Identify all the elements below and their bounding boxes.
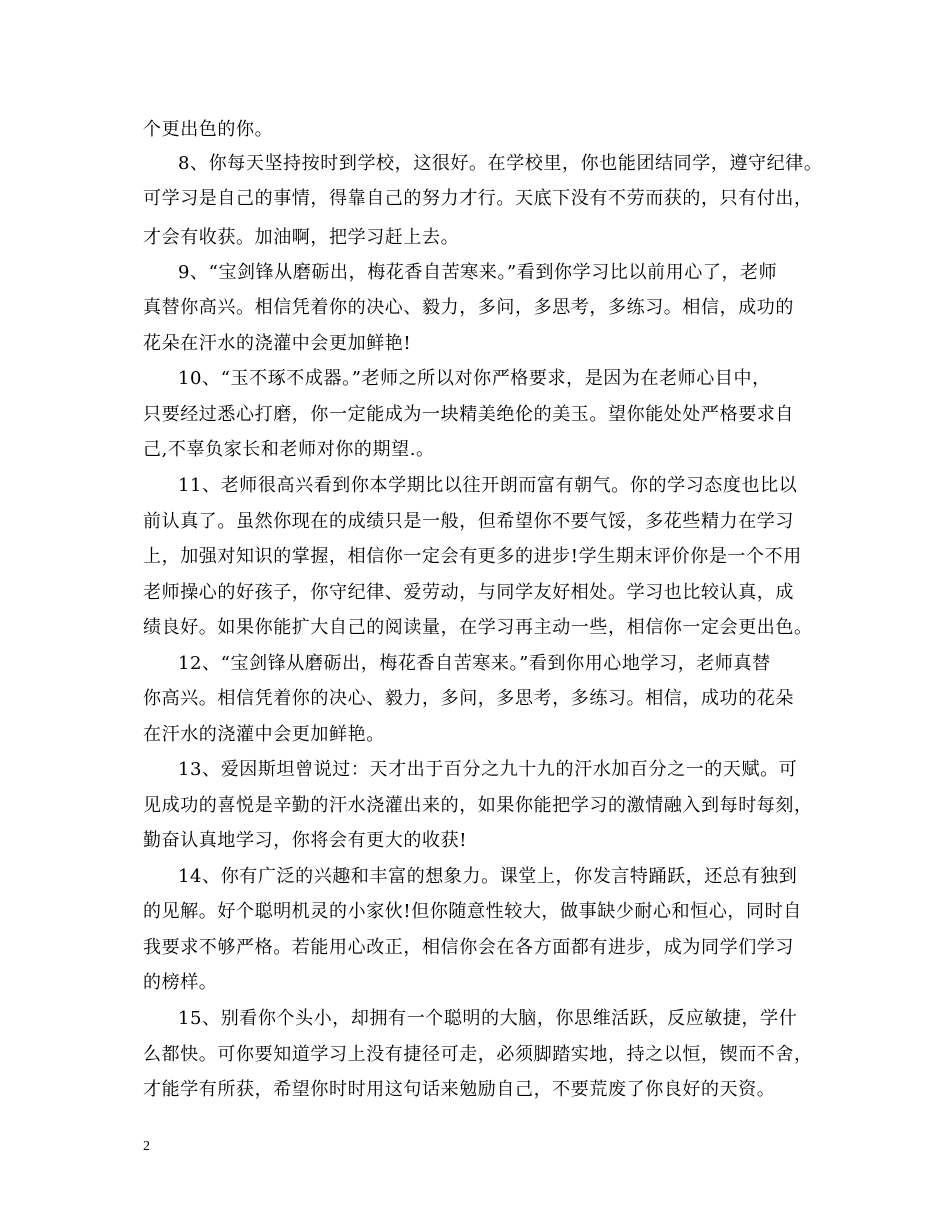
text-line: 绩良好。如果你能扩大自己的阅读量，在学习再主动一些，相信你一定会更出色。 bbox=[143, 617, 813, 638]
text-line: 的榜样。 bbox=[143, 972, 218, 993]
page-number: 2 bbox=[143, 1139, 150, 1154]
text-line: 13、爱因斯坦曾说过：天才出于百分之九十九的汗水加百分之一的天赋。可 bbox=[178, 759, 798, 780]
text-line: 前认真了。虽然你现在的成绩只是一般，但希望你不要气馁，多花些精力在学习 bbox=[143, 511, 794, 532]
text-line: 真替你高兴。相信凭着你的决心、毅力，多问，多思考，多练习。相信，成功的 bbox=[143, 297, 794, 318]
text-line: 勤奋认真地学习，你将会有更大的收获! bbox=[143, 830, 468, 851]
text-line: 10、“玉不琢不成器。”老师之所以对你严格要求，是因为在老师心目中， bbox=[178, 368, 771, 389]
text-line: 上，加强对知识的掌握，相信你一定会有更多的进步!学生期末评价你是一个不用 bbox=[143, 546, 802, 567]
text-line: 11、老师很高兴看到你本学期比以往开朗而富有朝气。你的学习态度也比以 bbox=[178, 475, 798, 496]
text-line: 9、“宝剑锋从磨砺出，梅花香自苦寒来。”看到你学习比以前用心了，老师 bbox=[178, 262, 778, 283]
text-line: 见成功的喜悦是辛勤的汗水浇灌出来的，如果你能把学习的激情融入到每时每刻， bbox=[143, 795, 813, 816]
text-line: 我要求不够严格。若能用心改正，相信你会在各方面都有进步，成为同学们学习 bbox=[143, 937, 794, 958]
text-line: 15、别看你个头小，却拥有一个聪明的大脑，你思维活跃，反应敏捷，学什 bbox=[178, 1008, 798, 1029]
text-line: 老师操心的好孩子，你守纪律、爱劳动，与同学友好相处。学习也比较认真，成 bbox=[143, 582, 794, 603]
text-line: 可学习是自己的事情，得靠自己的努力才行。天底下没有不劳而获的，只有付出， bbox=[143, 188, 813, 209]
text-line: 在汗水的浇灌中会更加鲜艳。 bbox=[143, 724, 385, 745]
text-line: 个更出色的你。 bbox=[143, 119, 274, 140]
text-line: 12、“宝剑锋从磨砺出，梅花香自苦寒来。”看到你用心地学习，老师真替 bbox=[178, 653, 771, 674]
text-line: 么都快。可你要知道学习上没有捷径可走，必须脚踏实地，持之以恒，锲而不舍， bbox=[143, 1044, 813, 1065]
text-line: 才能学有所获，希望你时时用这句话来勉励自己，不要荒废了你良好的天资。 bbox=[143, 1079, 776, 1100]
text-line: 己,不辜负家长和老师对你的期望.。 bbox=[143, 439, 435, 460]
text-line: 你高兴。相信凭着你的决心、毅力，多问，多思考，多练习。相信，成功的花朵 bbox=[143, 688, 794, 709]
text-line: 14、你有广泛的兴趣和丰富的想象力。课堂上，你发言特踊跃，还总有独到 bbox=[178, 866, 798, 887]
text-line: 花朵在汗水的浇灌中会更加鲜艳! bbox=[143, 333, 412, 354]
text-line: 才会有收获。加油啊，把学习赶上去。 bbox=[143, 227, 460, 248]
text-line: 只要经过悉心打磨，你一定能成为一块精美绝伦的美玉。望你能处处严格要求自 bbox=[143, 404, 794, 425]
text-line: 8、你每天坚持按时到学校，这很好。在学校里，你也能团结同学，遵守纪律。 bbox=[178, 153, 823, 174]
text-line: 的见解。好个聪明机灵的小家伙!但你随意性较大，做事缺少耐心和恒心，同时自 bbox=[143, 901, 802, 922]
